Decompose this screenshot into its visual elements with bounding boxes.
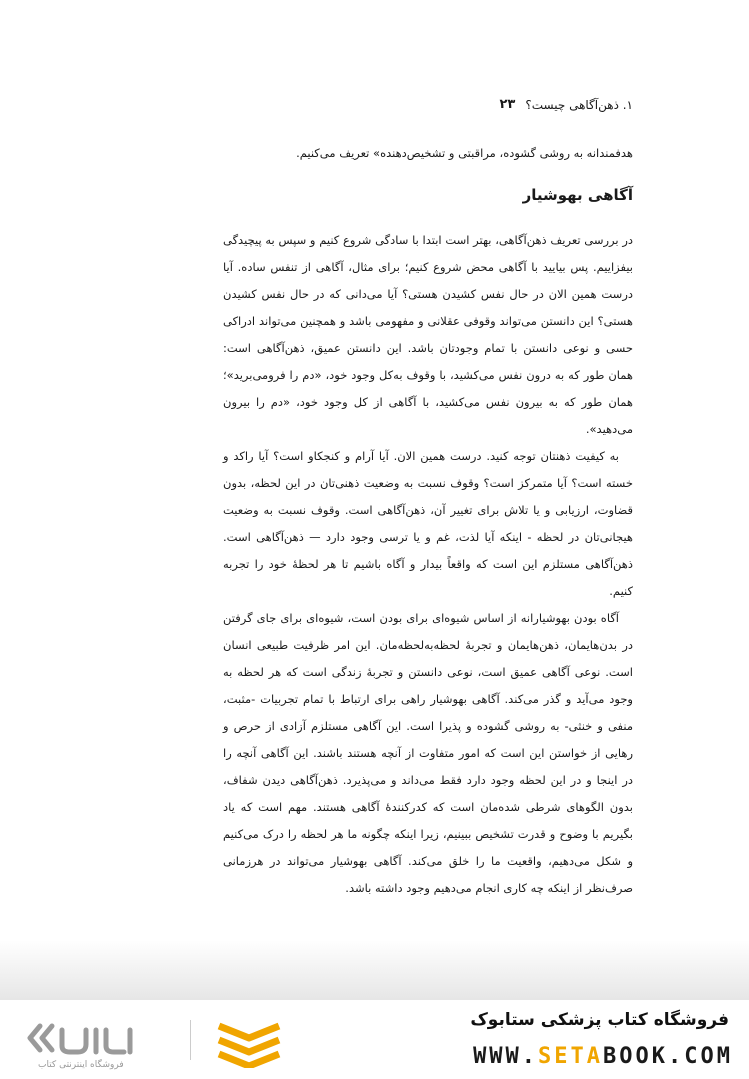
paragraph-1: در بررسی تعریف ذهن‌آگاهی، بهتر است ابتدا با سادگی شروع کنیم و سپس به پیچیدگی بیفزاییم. پس بیایید با آگاهی محض شروع کنیم؛ برای مثال، آگاهی از تنفس ساده. آیا درست همین الان در حال نفس کشیدن هستی؟ آیا می‌دانی که در حال نفس کشیدن هستی؟ این دانستن می‌تواند وقوفی عقلانی و مفهومی باشد و همچنین می‌تواند ادراکی حسی و نوعی دانستن با تمام وجودتان باشد. این دانستن عمیق، ذهن‌آگاهی است: همان طور که به درون نفس می‌کشید، با وقوف به‌کل وجود خود، «دم را فرومی‌برید»؛ همان طور که به بیرون نفس می‌کشید، با آگاهی از کل وجود خود، «دم را بیرون می‌دهید». [223, 233, 633, 436]
store-url [473, 1044, 733, 1069]
page-bottom-shadow [0, 940, 749, 1000]
running-head [116, 97, 633, 112]
intro-paragraph [223, 140, 633, 167]
chapter-label: ۱. ذهن‌آگاهی چیست؟ [525, 97, 633, 112]
paragraph-2: به کیفیت ذهنتان توجه کنید. درست همین الان. آیا آرام و کنجکاو است؟ آیا راکد و خسته است؟ آیا متمرکز است؟ وقوف نسبت به وضعیت ذهنی‌تان در این لحظه، بدون قضاوت، ارزیابی و یا تلاش برای تغییر آن، ذهن‌آگاهی است. وقوف نسبت به وضعیت هیجانی‌تان در لحظه - اینکه آیا لذت، غم و یا ترسی وجود دارد — ذهن‌آگاهی است. ذهن‌آگاهی مستلزم این است که واقعاً بیدار و آگاه باشیم تا هر لحظهٔ خود را تجربه کنیم. [223, 449, 633, 598]
stacked-books-icon [214, 1016, 284, 1068]
main-text [223, 227, 633, 902]
setabook-logo [26, 1016, 136, 1060]
url-suffix: BOOK.COM [603, 1044, 733, 1069]
url-accent: SETA [538, 1044, 604, 1069]
paragraph-3: آگاه بودن بهوشیارانه از اساس شیوه‌ای برای بودن است، شیوه‌ای برای جای گرفتن در بدن‌هایمان، ذهن‌هایمان و تجربهٔ لحظه‌به‌لحظه‌مان. این امر ظرفیت طبیعی انسان است. نوعی آگاهی عمیق است، نوعی دانستن و تجربهٔ زندگی است که هر لحظه به وجود می‌آید و گذر می‌کند. آگاهی بهوشیار راهی برای ارتباط با تمام تجربیات -مثبت، منفی و خنثی- به روشی گشوده و پذیرا است. این آگاهی مستلزم آزادی از حرص و رهایی از خواستن این است که امور متفاوت از آنچه هستند باشند. این آگاهی آنچه را در اینجا و در این لحظه وجود دارد فقط می‌داند و می‌پذیرد. ذهن‌آگاهی دیدن شفاف، بدون الگوهای شرطی شده‌مان است که کدرکنندهٔ آگاهی هستند. مهم است که یاد بگیریم با وضوح و قدرت تشخیص ببینیم، زیرا اینکه چگونه ما هر لحظه را درک می‌کنیم و شکل می‌دهیم، واقعیت ما را خلق می‌کند. آگاهی بهوشیار می‌تواند در هرزمانی صرف‌نظر از اینکه چه کاری انجام می‌دهیم وجود داشته باشد. [223, 611, 633, 895]
footer-divider [190, 1020, 191, 1060]
url-prefix: WWW. [473, 1044, 539, 1069]
store-name: فروشگاه کتاب پزشکی ستابوک [470, 1010, 729, 1030]
logo-subtitle: فروشگاه اینترنتی کتاب [38, 1060, 124, 1070]
section-heading: آگاهی بهوشیار [522, 186, 633, 204]
watermark-footer [0, 1000, 749, 1079]
page-number: ۲۳ [499, 97, 516, 112]
intro-text: هدفمندانه به روشی گشوده، مراقبتی و تشخیص‌دهنده» تعریف می‌کنیم. [296, 146, 633, 160]
